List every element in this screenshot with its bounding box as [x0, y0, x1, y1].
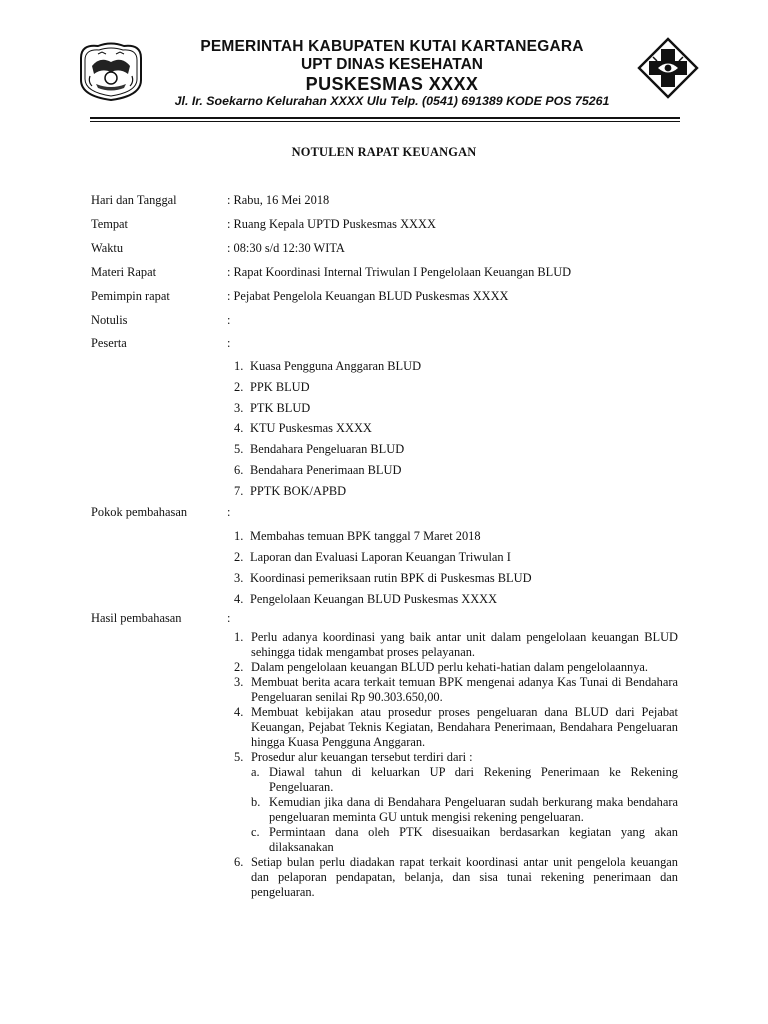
info-label: Hari dan Tanggal [91, 193, 177, 207]
participant-item: 5. Bendahara Pengeluaran BLUD [234, 442, 405, 456]
participant-item: 3. PTK BLUD [234, 401, 311, 415]
info-label: Waktu [91, 241, 124, 255]
info-value: : [227, 611, 231, 625]
info-label: Materi Rapat [91, 265, 157, 279]
participant-item: 7. PPTK BOK/APBD [234, 484, 347, 498]
document-title: NOTULEN RAPAT KEUANGAN [291, 145, 477, 159]
info-row-place [91, 215, 691, 233]
result-item: 3. Membuat berita acara terkait temuan BPK mengenai adanya Kas Tunai di Bendahara Pengeluaran senilai Rp 90.303.650,00. [234, 675, 678, 704]
topic-item: 2. Laporan dan Evaluasi Laporan Keuangan Triwulan I [234, 550, 511, 564]
result-item: 1. Perlu adanya koordinasi yang baik antar unit dalam pengelolaan keuangan BLUD sehingga tidak mengambat proses pelayanan. [234, 630, 678, 659]
result-item: 4. Membuat kebijakan atau prosedur proses pengeluaran dana BLUD dari Pejabat Keuangan, Pejabat Teknis Kegiatan, Bendahara Penerimaan, Bendahara Pengeluaran hingga Kuasa Pengguna Anggaran. [234, 705, 678, 749]
result-sub-item: b. Kemudian jika dana di Bendahara Pengeluaran sudah berkurang maka bendahara pengeluaran meminta GU untuk mengisi rekening pengeluaran. [251, 795, 678, 824]
info-label: Pemimpin rapat [91, 289, 170, 303]
info-value: : [227, 336, 231, 350]
participant-item: 6. Bendahara Penerimaan BLUD [234, 463, 402, 477]
info-value: : [227, 313, 231, 327]
topic-item: 4. Pengelolaan Keuangan BLUD Puskesmas XXXX [234, 592, 498, 606]
info-value: : [227, 505, 231, 519]
info-value: : 08:30 s/d 12:30 WITA [227, 241, 345, 255]
result-sub-item: c. Permintaan dana oleh PTK disesuaikan berdasarkan kegiatan yang akan dilaksanakan [251, 825, 678, 854]
result-item: 6. Setiap bulan perlu diadakan rapat terkait koordinasi antar unit pengelola keuangan dan pelaporan pendapatan, belanja, dan sisa tunai rekening penerimaan dan pengeluaran. [234, 855, 678, 899]
info-value: : Rapat Koordinasi Internal Triwulan I Pengelolaan Keuangan BLUD [227, 265, 572, 279]
letterhead-government: PEMERINTAH KABUPATEN KUTAI KARTANEGARA [200, 38, 584, 55]
topic-item: 3. Koordinasi pemeriksaan rutin BPK di Puskesmas BLUD [234, 571, 532, 585]
results-list [234, 630, 678, 900]
info-row-discussion-results [91, 609, 691, 627]
info-label: Tempat [91, 217, 128, 231]
letterhead-department: UPT DINAS KESEHATAN [301, 56, 483, 73]
info-row-note-taker [91, 311, 691, 329]
info-row-time [91, 239, 691, 257]
info-row-agenda [91, 263, 691, 281]
info-row-date [91, 191, 691, 209]
result-item: 2. Dalam pengelolaan keuangan BLUD perlu kehati-hatian dalam pengelolaannya. [234, 660, 649, 674]
info-label: Hasil pembahasan [91, 611, 182, 625]
info-row-discussion-topics [91, 503, 691, 521]
participant-item: 2. PPK BLUD [234, 380, 310, 394]
info-row-participants [91, 334, 691, 352]
regency-emblem-icon [78, 40, 144, 102]
result-sub-list [251, 765, 678, 855]
info-label: Pokok pembahasan [91, 505, 188, 519]
result-item: 5. Prosedur alur keuangan tersebut terdiri dari : a. Diawal tahun di keluarkan UP dari Rekening Penerimaan ke Rekening Pengeluaran. b. Kemudian jika dana di Bendahara Pengeluaran sudah berkurang maka bendahara pengeluaran meminta GU untuk mengisi rekening pengeluaran. c. Permintaan dana oleh PTK disesuaikan berdasarkan kegiatan yang akan dilaksanakan [234, 750, 678, 854]
info-value: : Pejabat Pengelola Keuangan BLUD Puskesmas XXXX [227, 289, 509, 303]
letterhead-divider-thin [90, 121, 680, 122]
result-sub-item: a. Diawal tahun di keluarkan UP dari Rekening Penerimaan ke Rekening Pengeluaran. [251, 765, 678, 794]
participant-item: 4. KTU Puskesmas XXXX [234, 421, 372, 435]
letterhead-divider-thick [90, 117, 680, 119]
participant-item: 1. Kuasa Pengguna Anggaran BLUD [234, 359, 422, 373]
letterhead [150, 38, 634, 94]
info-label: Peserta [91, 336, 127, 350]
info-row-chair [91, 287, 691, 305]
health-cross-emblem-icon [637, 37, 699, 99]
letterhead-institution: PUSKESMAS XXXX [305, 74, 479, 94]
info-value: : Rabu, 16 Mei 2018 [227, 193, 330, 207]
info-value: : Ruang Kepala UPTD Puskesmas XXXX [227, 217, 436, 231]
topic-item: 1. Membahas temuan BPK tanggal 7 Maret 2018 [234, 529, 481, 543]
info-label: Notulis [91, 313, 128, 327]
letterhead-address: Jl. Ir. Soekarno Kelurahan XXXX Ulu Telp. (0541) 691389 KODE POS 75261 [174, 94, 610, 108]
